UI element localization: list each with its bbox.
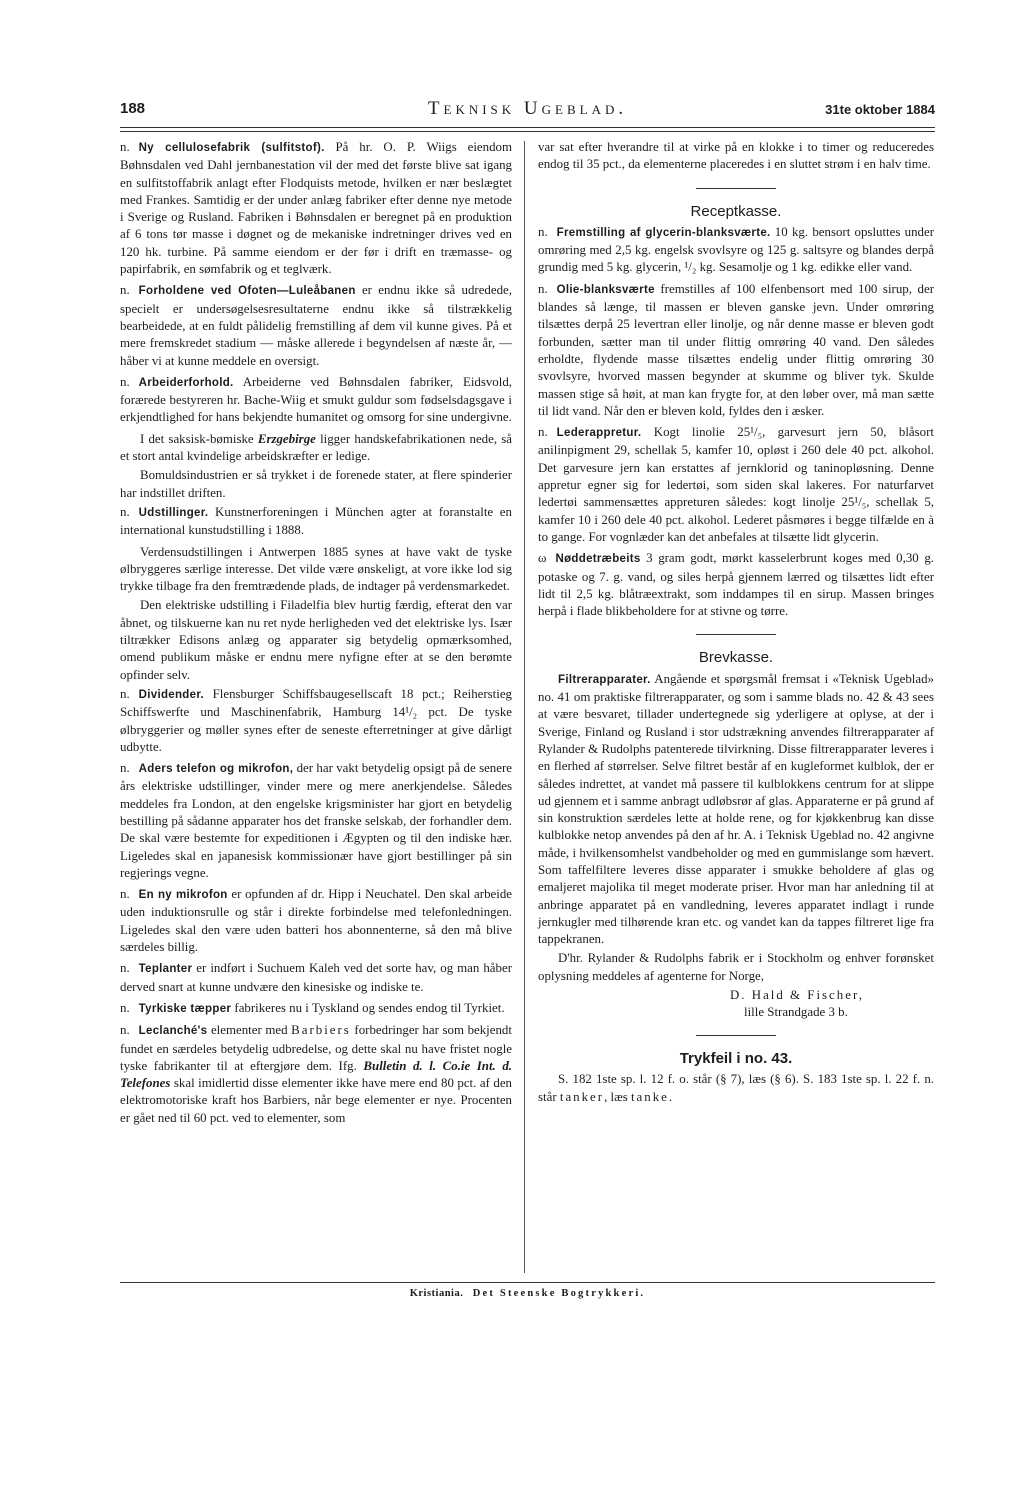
article-text: Arbeiderne ved Bøhnsdalen fabriker, Eidsvold, forærede bestyreren hr. Bache-Wiig et smukt guldur som fødselsdagsgave i erkjendtlighed for hans bekjendte humanitet og omsorg for sine undergivne. — [120, 374, 513, 425]
article-text: er indført i Suchuem Kaleh ved det sorte hav, og man håber derved snart at kunne undvære den kinesiske og indiske te. — [120, 961, 512, 994]
item-marker: n. — [538, 425, 548, 440]
article-heading: Forholdene ved Ofoten—Luleåbanen — [138, 285, 356, 298]
article-heading: Dividender. — [138, 688, 204, 701]
article-cellulose — [120, 139, 512, 278]
article-heading: Teplanter — [138, 963, 193, 976]
article-arbeiderforhold — [120, 374, 512, 427]
item-marker: n. — [120, 961, 130, 976]
item-marker: n. — [120, 1000, 130, 1015]
item-marker: n. — [120, 283, 130, 298]
recipe-heading: Nøddetræbeits — [555, 553, 641, 566]
issue-date: 31te oktober 1884 — [825, 102, 935, 117]
article-text: skal imidlertid disse elementer ikke have mere end 80 pct. af den elektromotoriske kraft hos Barbiers, når bege elementer er nye. Procenten er gået ned til 60 pct. ved to elementer, som — [120, 1076, 512, 1125]
article-ofoten — [120, 282, 512, 369]
footer-rule — [120, 1282, 935, 1283]
header-rule — [120, 127, 935, 132]
printer-city: Kristiania. — [409, 1288, 464, 1299]
article-heading: Leclanché's — [138, 1025, 208, 1038]
errata-text — [538, 1071, 934, 1106]
section-title-trykfeil: Trykfeil i no. 43. — [679, 1050, 793, 1068]
item-marker: n. — [120, 504, 130, 519]
paragraph-bomuld — [120, 467, 512, 502]
journal-title: Teknisk Ugeblad. — [427, 98, 628, 119]
signature-address: lille Strandgade 3 b. — [744, 1005, 848, 1020]
article-text: fabrikeres nu i Tyskland og sendes endog til Tyrkiet. — [234, 1000, 505, 1015]
article-text: elementer med — [210, 1023, 288, 1038]
paragraph-text: Bomuldsindustrien er så trykket i de forenede stater, at flere spinderier har indstillet driften. — [120, 468, 512, 500]
section-title-brevkasse: Brevkasse. — [698, 649, 774, 667]
letter-signature — [730, 987, 934, 1021]
recipe-text: 10 kg. bensort opsluttes under omrøring med 2,5 kg. engelsk svovlsyre og 125 g. saltsyre og blandes derpå grundig med 5 kg. glycerin, ¹/₂ kg. Sesamolje og 1 kg. edikke eller vand. — [538, 224, 934, 275]
paragraph-text: ligger handskefabrikationen nede, så et stort antal kvindelige arbeidskræfter er ledige. — [120, 431, 512, 464]
left-column — [120, 139, 512, 1131]
item-marker: n. — [538, 281, 548, 296]
letter-agents — [538, 950, 934, 985]
article-teplanter — [120, 960, 512, 996]
item-marker: n. — [120, 686, 130, 701]
section-divider — [696, 1035, 776, 1036]
errata-part: . — [668, 1089, 673, 1104]
letter-filtrerapparater — [538, 671, 934, 949]
errata-part: S. 182 1ste sp. l. 12 f. o. står (§ 7), læs (§ 6). S. 183 1ste sp. l. 22 f. n. står — [538, 1072, 934, 1104]
paragraph-text: var sat efter hverandre til at virke på en klokke i to timer og reduceredes endog til 35 pct., da elementerne placeredes i en sluttet strøm i en halv time. — [538, 140, 934, 172]
recipe-glycerin — [538, 224, 934, 277]
article-text: er endnu ikke så udredede, specielt er undersøgelsesresultaterne endnu ikke så tilstrækkelig bearbeidede, at en fuldt pålidelig fremstilling af dem vil kunne gives. På et mere fremskredet stadium — måske allerede i begyndelsen af næste år, — håber vi at kunne meddele en oversigt. — [120, 283, 512, 368]
article-tyrkiske-taepper — [120, 1000, 512, 1018]
recipe-olie — [538, 281, 934, 420]
paragraph-text: Verdensudstillingen i Antwerpen 1885 synes at have vakt de tyske ølbryggeres særlige interesse. Det vilde være ønskeligt, at vore ikke lod sig trykke tilbage fra den fremtrædende plads, de indtager på verdensmarkedet. — [120, 544, 512, 594]
article-heading: Ny cellulosefabrik (sulfitstof). — [138, 142, 325, 154]
page-number: 188 — [120, 100, 146, 117]
right-column — [538, 139, 934, 1108]
item-marker: n. — [120, 887, 130, 902]
item-marker: ω — [538, 551, 547, 566]
signature-name: D. Hald & Fischer, — [730, 988, 864, 1003]
article-heading: Tyrkiske tæpper — [138, 1002, 232, 1015]
paragraph-erzgebirge — [120, 431, 512, 466]
article-text: er opfunden af dr. Hipp i Neuchatel. Den skal arbeide uden induktionsrulle og står i direkte forbindelse med telefonledningen. Ligeledes skal den være uden batteri hos abonnenterne, så den må blive særdeles billig. — [120, 887, 512, 955]
article-leclanche — [120, 1022, 512, 1127]
printer-footer — [120, 1288, 935, 1299]
article-text: På hr. O. P. Wiigs eiendom Bøhnsdalen ved Dahl jernbanestation vil der med det første blive sat igang en sulfitstoffabrik anlagt efter Flodquists metode, hvilken er nær beslægtet med Frankes. Samtidig er der under anlæg fabriker efter denne nye metode i Sverige og Rusland. Fabriken i Bøhnsdalen er beregnet på en produktion af 6 tons tør masse i døgnet og de mekaniske indretninger drives ved en 120 hk. turbine. På samme eiendom er der før i drift en træmasse- og papirfabrik, en sømfabrik og et teglværk. — [120, 140, 512, 277]
item-marker: n. — [120, 1023, 130, 1038]
recipe-lederappretur — [538, 424, 934, 546]
printer-name: Det Steenske Bogtrykkeri. — [472, 1288, 646, 1299]
article-heading: Arbeiderforhold. — [138, 376, 234, 389]
leclanche-continuation — [538, 139, 934, 174]
paragraph-text: Den elektriske udstilling i Filadelfia blev hurtig færdig, efterat den var åbnet, og tilskuerne kan nu ret nyde herligheden ved det elektriske lys. Især tiltrækker Edisons anlæg og apparater sig betydelig opmærksomhed, omend publikum måske er endnu mere nyfigne efter at se den berømte opfinder selv. — [120, 598, 512, 682]
section-divider — [696, 188, 776, 189]
recipe-heading: Lederappretur. — [556, 427, 642, 440]
item-marker: n. — [120, 374, 130, 389]
paragraph-filadelfia — [120, 597, 512, 683]
recipe-text: fremstilles af 100 elfenbensort med 100 sirup, der blandes så længe, til massen er bleven ganske jevn. Under omrøring tilsættes derpå 25 levertran eller linolje, og når denne masse er bleven godt forbunden, sætter man til under flittig omrøring 40 vand. Den således erholdte, flydende masse tilsættes endelig under flittig omrøring 30 svovlsyre, hvorved massen begynder at skumme og bliver tyk. Skulde massen stige så høit, at man kan frygte for, at den løber over, må man sætte til lidt vand. Når den er bleven kold, fyldes den i æsker. — [538, 281, 934, 418]
column-divider — [524, 141, 525, 1273]
page-header — [120, 100, 935, 124]
errata-word: tanke — [630, 1089, 669, 1104]
recipe-heading: Fremstilling af glycerin-blanksværte. — [556, 226, 771, 239]
paragraph-text: I det saksisk-bømiske — [140, 431, 254, 446]
article-text: Flensburger Schiffsbaugesellscaft 18 pct.; Reiherstieg Schiffswerfte und Maschinenfabrik, Hamburg 14¹/₂ pct. De tyske ølbryggerier og møller synes efter de seneste efterretninger at give dårligt udbytte. — [120, 686, 512, 754]
letter-heading: Filtrerapparater. — [558, 673, 651, 686]
article-heading: En ny mikrofon — [138, 889, 228, 902]
italic-source: Bulletin d. l. Co.ie Int. d. Telefones — [120, 1058, 513, 1091]
section-divider — [696, 634, 776, 635]
article-heading: Aders telefon og mikrofon, — [138, 763, 294, 776]
article-dividender — [120, 686, 512, 756]
item-marker: n. — [120, 140, 130, 154]
recipe-text: 3 gram godt, mørkt kasselerbrunt koges med 0,30 g. potaske og 7. g. vand, og siles herpå gjennem lærred og tilsættes lidt efter lidt til 2,5 kg. blåtræextrakt, som inddampes til en sirup. Massen bringes herpå i flade blikbeholdere for at stivne og tørre. — [538, 551, 934, 619]
recipe-heading: Olie-blanksværte — [556, 283, 655, 296]
paragraph-antwerpen — [120, 544, 512, 596]
letter-text: Angående et spørgsmål fremsat i «Teknisk Ugeblad» no. 41 om praktiske filtrerapparater, og som i samme blads no. 42 & 43 sees at være besvaret, tillader undertegnede sig yderligere at oplyse, at der i Sverige, Finland og Rusland i stor udstrækning anvendes filtrerapparater af Rylander & Rudolphs patenterede tilvirkning. Disse filtrerapparater leveres i en flerhed af størrelser. Selve filtret består af en kugleformet kulblok, der er således indrettet, at vandet må passere til kulblokkens centrum for at slippe ud gjennem et i samme anbragt udløbsrør af glas. Apparaterne er på grund af sin konstruktion særdeles lette at holde rene, og for kjøkkenbrug kan disse kulblokke netop anvendes på den af hr. A. i Teknisk Ugeblad no. 42 angivne måde, i hvilkensomhelst vandbeholder og med en gummislange som hævert. Som taffelfiltere leveres disse apparater i smukke beholdere af glas og emaljeret majolika til meget moderate priser. Hvor man har anledning til at anbringe apparatet på en vandledning, leveres apparatet indlagt i runde jernkugler med tilhørende kran etc. og vandet kan da tappes filtreret lige fra tappekranen. — [538, 671, 935, 947]
section-title-receptkasse: Receptkasse. — [690, 202, 782, 220]
article-text: Kunstnerforeningen i München agter at foranstalte en international kunstudstilling i 1888. — [120, 504, 512, 538]
spaced-name: Barbiers — [291, 1023, 351, 1038]
item-marker: n. — [538, 224, 548, 239]
article-udstillinger — [120, 504, 512, 540]
errata-part: , læs — [604, 1089, 628, 1104]
recipe-noeddetraebeits — [538, 550, 934, 620]
article-heading: Udstillinger. — [138, 506, 209, 519]
italic-name: Erzgebirge — [257, 431, 316, 446]
letter-text: D'hr. Rylander & Rudolphs fabrik er i Stockholm og enhver forønsket oplysning meddeles af agenterne for Norge, — [538, 951, 934, 983]
errata-word: tanker — [559, 1089, 605, 1104]
article-aders-telefon — [120, 760, 512, 882]
article-text: forbedringer har som bekjendt fundet en særdeles betydelig udbredelse, og dette skal nu have fristet nogle tyske fabrikanter til at eftergjøre dem. Ifg. — [120, 1023, 512, 1073]
article-ny-mikrofon — [120, 886, 512, 956]
item-marker: n. — [120, 761, 130, 776]
recipe-text: Kogt linolie 25¹/₅, garvesurt jern 50, blåsort anilinpigment 29, schellak 5, kamfer 10, opløst i 260 dele 40 pct. alkohol. Det garvesure jern kan erstattes af jernklorid og taninopløsning. Denne appretur egner sig for ledertøi, som siden skal lakeres. For naturfarvet ledertøi sammensættes appreturen således: kogt linolje 25¹/₅, schellak 5, kamfer 10 i 260 dele 40 pct. alkohol. Lederet påsmøres i begge tilfælde en à to gange. For vognlæder kan det anbefales at tilsætte lidt glycerin. — [538, 425, 934, 544]
article-text: der har vakt betydelig opsigt på de senere års elektriske udstillinger, vinder mere og mere anerkjendelse. Således meddeles fra London, at den engelske krigsminister har gjort en betydelig bestilling på sådanne apparater hos det franske selskab, der forhandler dem. De skal være bestemte for expeditionen i Ægypten og til den indiske hær. Ligeledes skal en japanesisk kommissionær have gjort bestillinger på sin regjerings vegne. — [120, 761, 512, 880]
